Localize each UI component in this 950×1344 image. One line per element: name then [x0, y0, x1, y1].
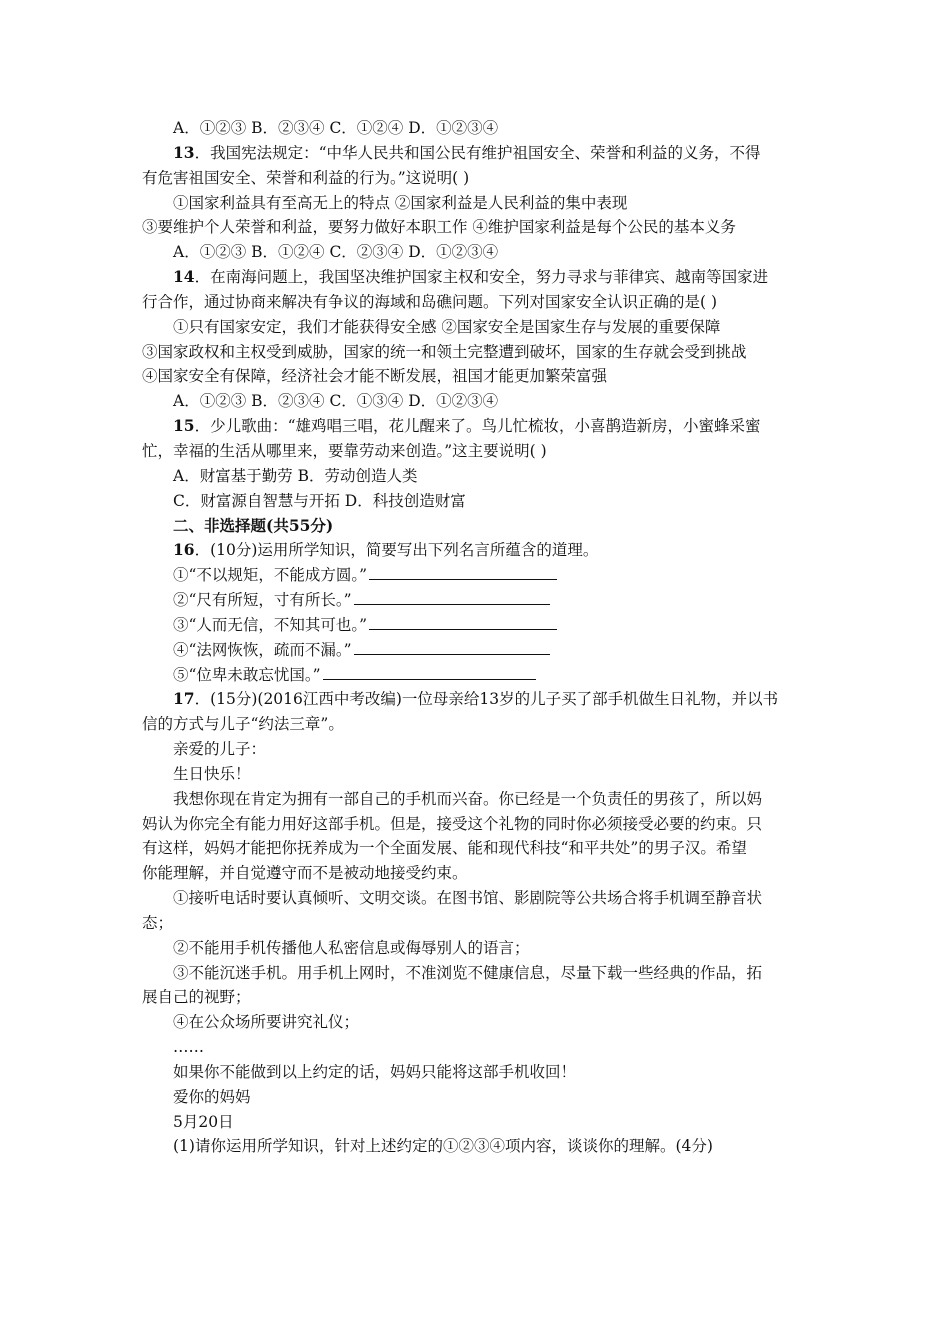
q16-item-3: ③“人而无信，不知其可也。”: [173, 613, 813, 637]
letter-body-1: 我想你现在肯定为拥有一部自己的手机而兴奋。你已经是一个负责任的男孩了，所以妈: [173, 790, 763, 808]
question-number: 13: [173, 143, 195, 162]
q15-options-cd: C．财富源自智慧与开拓 D．科技创造财富: [173, 492, 466, 510]
q17-stem: 17．(15分)(2016江西中考改编)一位母亲给13岁的儿子买了部手机做生日礼物，并以书: [173, 689, 779, 708]
letter-rule-1: ①接听电话时要认真倾听、文明交谈。在图书馆、影剧院等公共场合将手机调至静音状: [173, 889, 763, 907]
q13-statements-2: ③要维护个人荣誉和利益，要努力做好本职工作 ④维护国家利益是每个公民的基本义务: [142, 218, 736, 236]
q13-statements-1: ①国家利益具有至高无上的特点 ②国家利益是人民利益的集中表现: [173, 194, 628, 212]
answer-blank[interactable]: [354, 590, 550, 605]
q15-stem-cont: 忙，幸福的生活从哪里来，要靠劳动来创造。”这主要说明( ): [142, 442, 547, 460]
letter-rule-3: ③不能沉迷手机。用手机上网时，不准浏览不健康信息，尽量下载一些经典的作品，拓: [173, 964, 763, 982]
letter-rule-4: ④在公众场所要讲究礼仪；: [173, 1013, 360, 1031]
letter-body-3: 有这样，妈妈才能把你抚养成为一个全面发展、能和现代科技“和平共处”的男子汉。希望: [142, 839, 747, 857]
letter-ellipsis: ……: [173, 1038, 204, 1056]
q16-item-2: ②“尺有所短，寸有所长。”: [173, 588, 813, 612]
q15-options-ab: A．财富基于勤劳 B．劳动创造人类: [173, 467, 418, 485]
q14-options: A．①②③ B．②③④ C．①③④ D．①②③④: [173, 392, 499, 410]
letter-date: 5月20日: [173, 1113, 234, 1131]
q16-item-4: ④“法网恢恢，疏而不漏。”: [173, 638, 813, 662]
q14-statement-1-2: ①只有国家安定，我们才能获得安全感 ②国家安全是国家生存与发展的重要保障: [173, 318, 721, 336]
section-heading: 二、非选择题(共55分): [173, 516, 334, 535]
answer-blank[interactable]: [369, 565, 557, 580]
q14-stem: 14．在南海问题上，我国坚决维护国家主权和安全，努力寻求与菲律宾、越南等国家进: [173, 267, 769, 286]
letter-closing: 如果你不能做到以上约定的话，妈妈只能将这部手机收回！: [173, 1063, 577, 1081]
question-number: 17: [173, 689, 195, 708]
letter-greeting: 生日快乐！: [173, 765, 251, 783]
q15-stem: 15．少儿歌曲：“雄鸡唱三唱，花儿醒来了。鸟儿忙梳妆，小喜鹊造新房，小蜜蜂采蜜: [173, 416, 761, 435]
answer-blank[interactable]: [323, 665, 536, 680]
letter-salutation: 亲爱的儿子：: [173, 740, 267, 758]
letter-signature: 爱你的妈妈: [173, 1088, 251, 1106]
q16-item-5: ⑤“位卑未敢忘忧国。”: [173, 663, 813, 687]
q17-stem-cont: 信的方式与儿子“约法三章”。: [142, 715, 344, 733]
q14-statement-4: ④国家安全有保障，经济社会才能不断发展，祖国才能更加繁荣富强: [142, 367, 608, 385]
question-number: 16: [173, 540, 195, 559]
question-number: 15: [173, 416, 195, 435]
q16-item-1: ①“不以规矩，不能成方圆。”: [173, 563, 813, 587]
letter-body-2: 妈认为你完全有能力用好这部手机。但是，接受这个礼物的同时你必须接受必要的约束。只: [142, 815, 763, 833]
q17-subquestion-1: (1)请你运用所学知识，针对上述约定的①②③④项内容，谈谈你的理解。(4分): [173, 1137, 713, 1155]
question-number: 14: [173, 267, 195, 286]
letter-body-4: 你能理解，并自觉遵守而不是被动地接受约束。: [142, 864, 468, 882]
answer-blank[interactable]: [369, 615, 557, 630]
q12-options: A．①②③ B．②③④ C．①②④ D．①②③④: [173, 119, 499, 137]
q13-options: A．①②③ B．①②④ C．②③④ D．①②③④: [173, 243, 499, 261]
answer-blank[interactable]: [354, 640, 550, 655]
letter-rule-3-cont: 展自己的视野；: [142, 988, 251, 1006]
q16-stem: 16．(10分)运用所学知识，简要写出下列名言所蕴含的道理。: [173, 540, 599, 559]
q13-stem: 13．我国宪法规定：“中华人民共和国公民有维护祖国安全、荣誉和利益的义务，不得: [173, 143, 761, 162]
letter-rule-1-cont: 态；: [142, 914, 174, 932]
q13-stem-cont: 有危害祖国安全、荣誉和利益的行为。”这说明( ): [142, 169, 470, 187]
letter-rule-2: ②不能用手机传播他人私密信息或侮辱别人的语言；: [173, 939, 530, 957]
q14-stem-cont: 行合作，通过协商来解决有争议的海域和岛礁问题。下列对国家安全认识正确的是( ): [142, 293, 718, 311]
q14-statement-3: ③国家政权和主权受到威胁，国家的统一和领土完整遭到破坏，国家的生存就会受到挑战: [142, 343, 747, 361]
